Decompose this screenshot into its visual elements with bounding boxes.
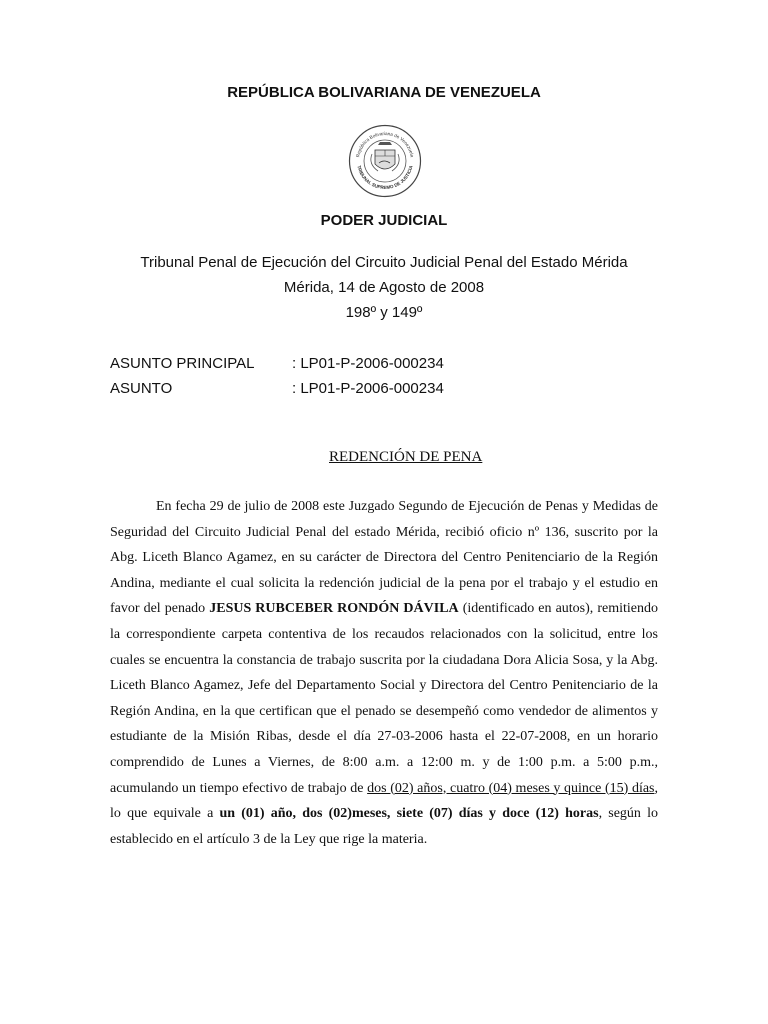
document-title: REDENCIÓN DE PENA <box>329 449 483 465</box>
subject-row-main <box>110 355 444 372</box>
judicial-branch-heading: PODER JUDICIAL <box>320 212 448 229</box>
subject-label: ASUNTO PRINCIPAL <box>110 355 255 372</box>
subject-value: : LP01-P-2006-000234 <box>292 355 444 372</box>
seal-bottom-text: TRIBUNAL SUPREMO DE JUSTICIA <box>356 164 414 191</box>
subject-row <box>110 380 444 397</box>
subject-value: : LP01-P-2006-000234 <box>292 380 444 397</box>
subject-label: ASUNTO <box>110 380 173 397</box>
seal-top-text: República Bolivariana de Venezuela <box>355 130 415 158</box>
document-date: Mérida, 14 de Agosto de 2008 <box>283 279 485 296</box>
redeemed-time: un (01) año, dos (02)meses, siete (07) días y doce (12) horas <box>219 806 599 822</box>
body-paragraph <box>110 494 658 852</box>
republic-years: 198º y 149º <box>345 304 423 321</box>
body-text-part: , lo que equivale a <box>110 780 658 822</box>
body-text-part: (identificado en autos), remitiendo la correspondiente carpeta contentiva de los recaudos relacionados con la solicitud, entre los cuales se encuentra la constancia de trabajo suscrita por la ciudadana Dora Alicia Sosa, y la Abg. Liceth Blanco Agamez, Jefe del Departamento Social y Directora del Centro Penitenciario de la Región Andina, en la que certifican que el penado se desempeñó como vendedor de alimentos y estudiante de la Misión Ribas, desde el día 27-03-2006 hasta el 22-07-2008, en un horario comprendido de Lunes a Viernes, de 8:00 a.m. a 12:00 m. y de 1:00 p.m. a 5:00 p.m., acumulando un tiempo efectivo de trabajo de <box>110 601 658 796</box>
body-text-part: , según lo establecido en el artículo 3 de la Ley que rige la materia. <box>110 806 658 847</box>
court-name: Tribunal Penal de Ejecución del Circuito Judicial Penal del Estado Mérida <box>140 254 628 271</box>
body-text-part: En fecha 29 de julio de 2008 este Juzgado Segundo de Ejecución de Penas y Medidas de Seguridad del Circuito Judicial Penal del estado Mérida, recibió oficio nº 136, suscrito por la Abg. Liceth Blanco Agamez, en su carácter de Directora del Centro Penitenciario de la Región Andina, mediante el cual solicita la redención judicial de la pena por el trabajo y el estudio en favor del penado <box>110 499 658 617</box>
work-time: dos (02) años, cuatro (04) meses y quince (15) días <box>367 780 655 796</box>
supreme-court-seal <box>348 124 422 198</box>
country-heading: REPÚBLICA BOLIVARIANA DE VENEZUELA <box>227 84 541 101</box>
inmate-name: JESUS RUBCEBER RONDÓN DÁVILA <box>209 601 459 617</box>
